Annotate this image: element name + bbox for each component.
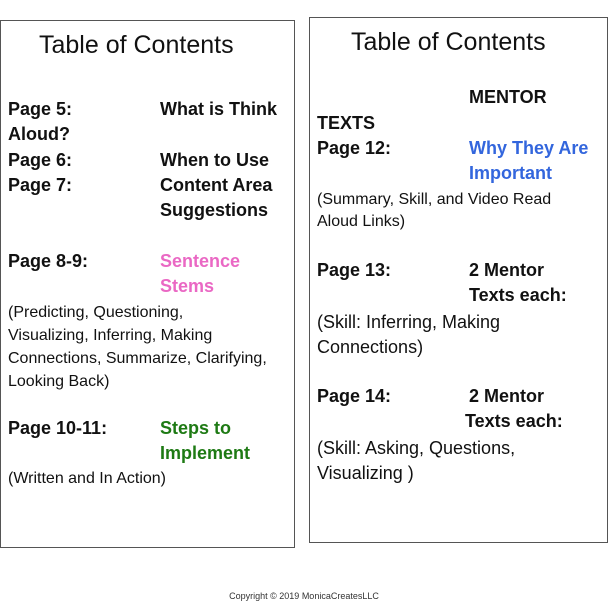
page-14-description-line: Visualizing ) <box>317 463 414 483</box>
page-13-description-line: (Skill: Inferring, Making <box>317 312 501 332</box>
page-8-9-topic-cont: Stems <box>160 276 215 296</box>
right-panel-title: Table of Contents <box>351 28 546 56</box>
page-12-description-line: Aloud Links) <box>317 213 406 230</box>
page-6-label: Page 6: <box>8 150 73 170</box>
page-8-9-description-line: Connections, Summarize, Clarifying, <box>8 350 267 367</box>
page-6-topic: When to Use <box>160 150 270 170</box>
page-8-9-topic: Sentence <box>160 251 241 271</box>
page-13-label: Page 13: <box>317 260 392 280</box>
page-14-description-line: (Skill: Asking, Questions, <box>317 438 516 458</box>
page-7-topic-cont: Suggestions <box>160 200 269 220</box>
page-10-11-topic: Steps to <box>160 418 232 438</box>
page-12-label: Page 12: <box>317 138 392 158</box>
copyright-notice: Copyright © 2019 MonicaCreatesLLC <box>229 591 379 601</box>
page-12-topic: Why They Are <box>469 138 589 158</box>
page-8-9-description-line: (Predicting, Questioning, <box>8 304 184 321</box>
page-14-topic-cont: Texts each: <box>465 411 563 431</box>
page-13-topic-cont: Texts each: <box>469 285 567 305</box>
page-12-description-line: (Summary, Skill, and Video Read <box>317 191 552 208</box>
right-contents-panel <box>309 17 608 543</box>
page-12-topic-cont: Important <box>469 163 552 183</box>
page-13-topic: 2 Mentor <box>469 260 545 280</box>
left-contents-panel <box>0 20 295 548</box>
mentor-heading: MENTOR <box>469 87 547 107</box>
page-10-11-description: (Written and In Action) <box>8 470 166 487</box>
page-5-topic: What is Think <box>160 99 277 119</box>
page-13-description-line: Connections) <box>317 337 424 357</box>
page-5-label: Page 5: <box>8 99 73 119</box>
page-10-11-topic-cont: Implement <box>160 443 251 463</box>
page-7-label: Page 7: <box>8 175 73 195</box>
left-panel-title: Table of Contents <box>39 31 234 59</box>
page-8-9-description-line: Looking Back) <box>8 373 110 390</box>
page-8-9-description-line: Visualizing, Inferring, Making <box>8 327 213 344</box>
page-10-11-label: Page 10-11: <box>8 418 108 438</box>
page-14-label: Page 14: <box>317 386 392 406</box>
page-7-topic: Content Area <box>160 175 273 195</box>
mentor-heading-cont: TEXTS <box>317 113 376 133</box>
page-8-9-label: Page 8-9: <box>8 251 89 271</box>
page-5-topic-cont: Aloud? <box>8 124 70 144</box>
page-14-topic: 2 Mentor <box>469 386 545 406</box>
